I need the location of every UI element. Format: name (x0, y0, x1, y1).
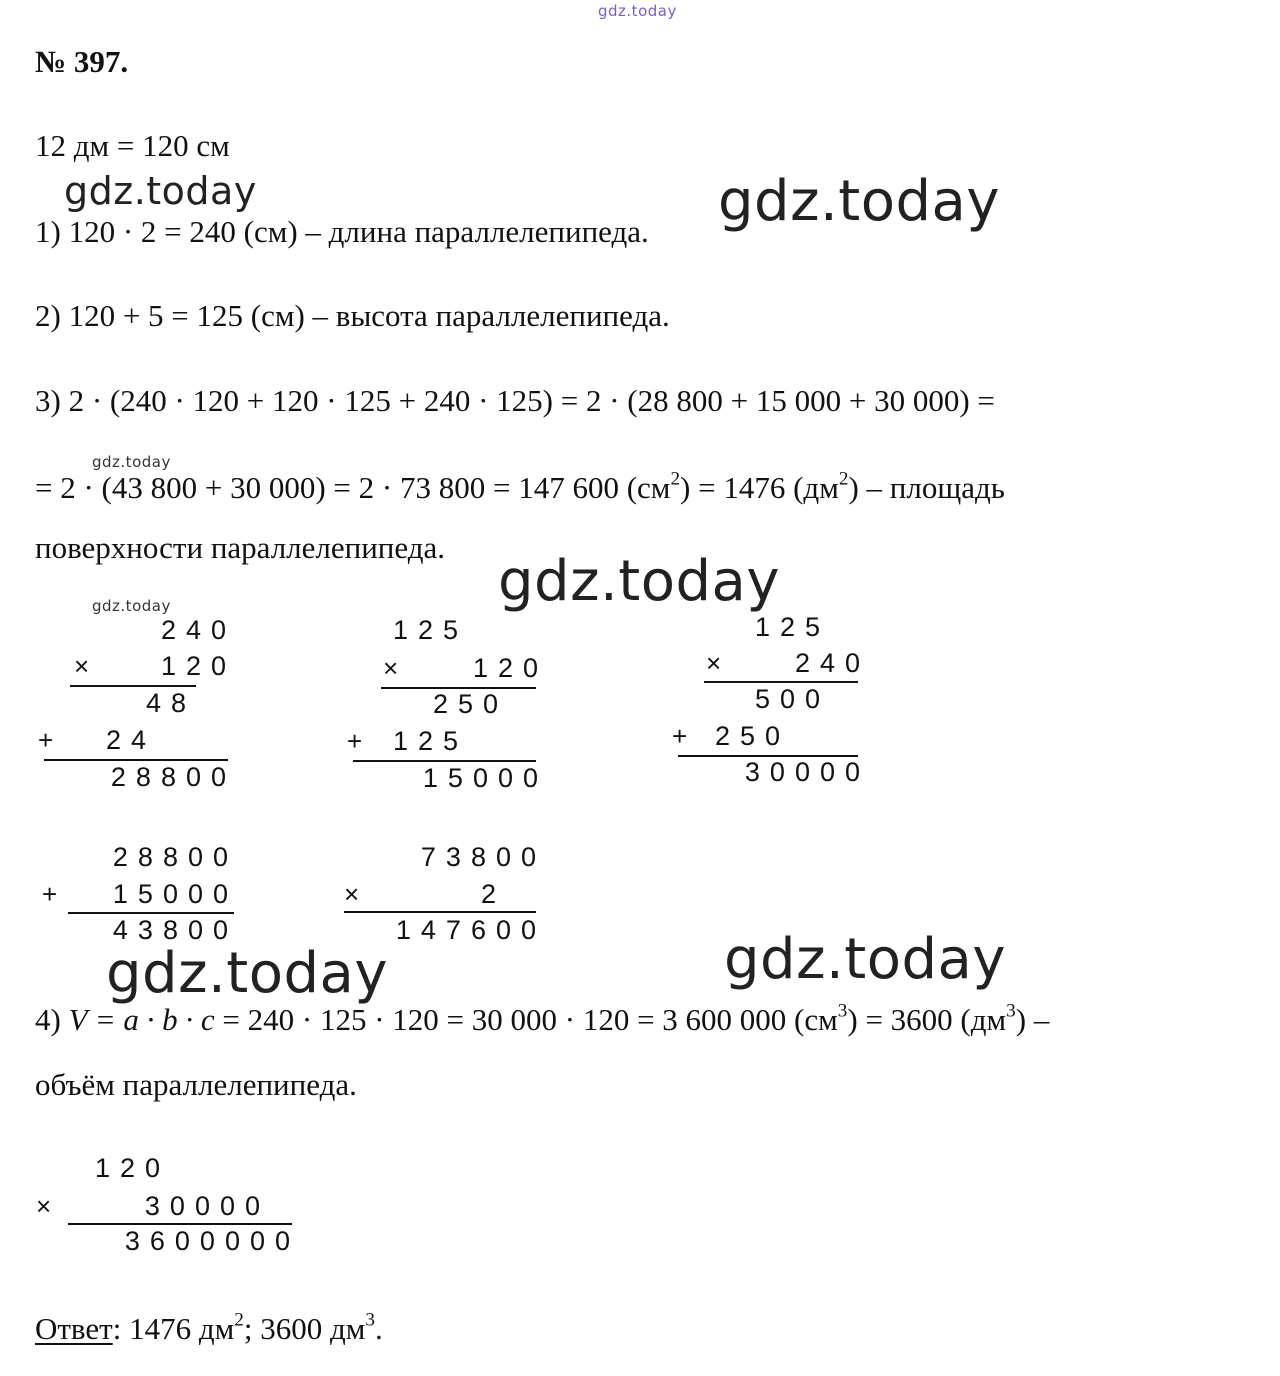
calc-row: 28800 (110, 762, 236, 792)
watermark: gdz.today (106, 941, 389, 1006)
calc-row: 120 (472, 653, 548, 683)
calc-240x120 (34, 615, 236, 792)
calc-row: 147600 (395, 915, 546, 945)
calc-row: 120 (94, 1153, 170, 1183)
calc-row: 240 (794, 648, 870, 678)
calc-row: 500 (754, 684, 830, 714)
calc-row: 73800 (420, 842, 546, 872)
calc-row: 125 (392, 615, 468, 645)
step-3-line-1: 3) 2 · (240 · 120 + 120 · 125 + 240 · 125) = 2 · (28 800 + 15 000 + 30 000) = (35, 383, 995, 418)
superscript: 3 (1006, 1000, 1016, 1022)
calc-rule (344, 911, 536, 913)
step-4-prefix: 4) (35, 1002, 69, 1037)
calc-row: 250 (714, 721, 790, 751)
step-3-text-c: ) – площадь (848, 470, 1005, 505)
volume-formula: V = a · b · c (68, 1002, 215, 1037)
calc-row: 3600000 (124, 1226, 300, 1256)
answer-text-c: . (374, 1311, 383, 1346)
answer-text-b: ; 3600 дм (243, 1311, 366, 1346)
calc-row: 48 (145, 688, 196, 718)
calc-row: 250 (432, 689, 508, 719)
calc-rule (704, 681, 858, 683)
calc-rule (44, 759, 228, 761)
calc-row: 30000 (144, 1191, 270, 1221)
plus-sign: + (347, 726, 363, 756)
calc-row: 24 (105, 725, 156, 755)
calc-73800x2 (340, 842, 546, 947)
calc-125x240 (668, 612, 870, 787)
step-4-line-2: объём параллелепипеда. (35, 1067, 357, 1102)
watermark: gdz.today (498, 549, 781, 614)
answer-text-a: : 1476 дм (112, 1311, 235, 1346)
calc-row: 120 (160, 651, 236, 681)
watermark: gdz.today (724, 927, 1007, 992)
calc-rule (353, 760, 536, 762)
plus-sign: + (672, 721, 688, 751)
calc-row: 15000 (422, 763, 548, 793)
calc-row: 125 (392, 726, 468, 756)
multiply-sign: × (383, 653, 399, 683)
watermark: gdz.today (92, 453, 171, 471)
calc-rule (70, 685, 196, 687)
step-4-text-b: ) = 3600 (дм (847, 1002, 1007, 1037)
step-1: 1) 120 · 2 = 240 (см) – длина параллелепипеда. (35, 214, 649, 249)
calc-row: 30000 (744, 757, 870, 787)
calc-row: 240 (160, 615, 236, 645)
watermark: gdz.today (718, 169, 1001, 234)
calc-28800-plus-15000 (34, 842, 238, 947)
plus-sign: + (38, 725, 54, 755)
step-4-text-a: = 240 · 125 · 120 = 30 000 · 120 = 3 600 000 (см (214, 1002, 838, 1037)
answer (35, 1311, 383, 1347)
multiply-sign: × (36, 1191, 52, 1221)
calc-row: 125 (754, 612, 830, 642)
multiply-sign: × (74, 651, 90, 681)
watermark: gdz.today (64, 169, 257, 213)
calc-row: 15000 (112, 879, 238, 909)
multiply-sign: × (706, 648, 722, 678)
step-3-line-2 (35, 470, 1005, 506)
calc-row: 28800 (112, 842, 238, 872)
plus-sign: + (42, 879, 58, 909)
calc-row: 2 (480, 879, 506, 909)
calc-row: 43800 (112, 915, 238, 945)
step-2: 2) 120 + 5 = 125 (см) – высота параллелепипеда. (35, 298, 670, 333)
step-3-text-b: ) = 1476 (дм (680, 470, 839, 505)
step-4-line-1 (35, 1002, 1049, 1038)
watermark: gdz.today (92, 597, 171, 615)
superscript: 2 (670, 468, 681, 490)
superscript: 3 (837, 1000, 848, 1022)
superscript: 3 (365, 1309, 375, 1331)
calc-rule (68, 1223, 292, 1225)
calc-120x30000 (34, 1153, 300, 1258)
problem-number: № 397. (35, 44, 129, 79)
superscript: 2 (838, 468, 849, 490)
calc-125x120 (345, 615, 548, 793)
superscript: 2 (234, 1309, 244, 1331)
watermark-top: gdz.today (598, 2, 677, 20)
answer-label: Ответ (35, 1311, 113, 1346)
step-4-text-c: ) – (1015, 1002, 1050, 1037)
given-conversion: 12 дм = 120 см (35, 128, 230, 163)
step-3-text-a: = 2 · (43 800 + 30 000) = 2 · 73 800 = 147 600 (см (35, 470, 671, 505)
step-3-line-3: поверхности параллелепипеда. (35, 530, 446, 565)
multiply-sign: × (344, 879, 360, 909)
calc-rule (68, 912, 234, 914)
